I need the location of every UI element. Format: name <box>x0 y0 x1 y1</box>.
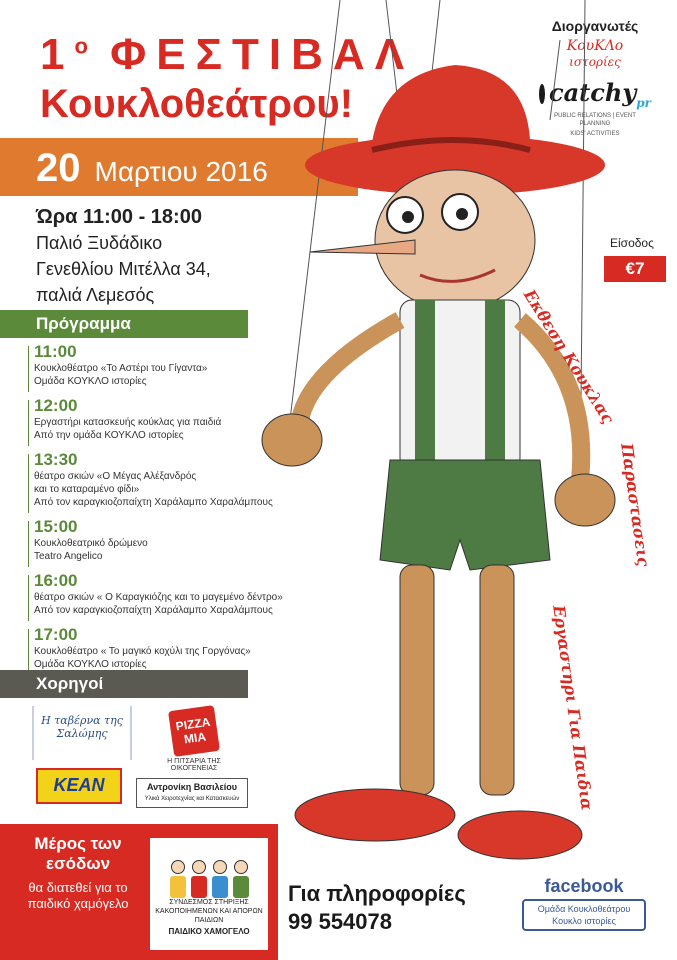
catchy-subtitle-2: KIDS' ACTIVITIES <box>570 130 620 137</box>
sponsor-antroniki-logo <box>136 778 248 808</box>
shoes-icon <box>295 789 582 859</box>
program-line: Από την ομάδα ΚΟΥΚΛΟ ιστορίες <box>34 430 184 441</box>
program-line: θέατρο σκιών «Ο Μέγας Αλέξανδρός <box>34 471 197 482</box>
charity-subtitle: ΣΥΝΔΕΣΜΟΣ ΣΤΗΡΙΞΗΣ ΚΑΚΟΠΟΙΗΜΕΝΩΝ ΚΑΙ ΑΠΟΡΩΝ ΠΑΙΔΙΩΝ <box>155 899 263 924</box>
facebook-badge <box>522 876 646 931</box>
torso-icon <box>400 300 520 480</box>
sponsor-kean-logo: KEAN <box>36 768 122 804</box>
program-line: Κουκλοθέατρο «Το Αστέρι του Γίγαντα» <box>34 363 208 374</box>
antroniki-name: Αντρονίκη Βασιλείου <box>147 782 237 792</box>
program-line: Ομάδα ΚΟΥΚΛΟ ιστορίες <box>34 376 147 387</box>
program-time: 17:00 <box>34 625 78 644</box>
side-text-exhibition: Εκθεση Κουκλας <box>519 286 618 428</box>
entrance-price: €7 <box>604 256 666 282</box>
contact-label: Για πληροφορίες <box>288 881 466 906</box>
pizza-subtitle: Η ΠΙΤΣΑΡΙΑ ΤΗΣ ΟΙΚΟΓΕΝΕΙΑΣ <box>167 758 221 772</box>
program-time: 13:30 <box>34 450 78 469</box>
facebook-line-2: Κουκλο ιστορίες <box>552 916 616 926</box>
program-line: Από τον καραγκιοζοπαίχτη Χαράλαμπο Χαραλάμπους <box>34 497 273 508</box>
donation-text: θα διατεθεί για το παιδικό χαμόγελο <box>27 880 129 911</box>
charity-title: ΠΑΙΔΙΚΟ ΧΑΜΟΓΕΛΟ <box>168 927 250 936</box>
kouklo-logo-top: ΚουΚΛο <box>566 38 624 54</box>
facebook-group-box <box>522 899 646 931</box>
side-text-workshop: Εργαστηρι Για Παιδια <box>549 604 597 812</box>
program-time: 15:00 <box>34 517 78 536</box>
event-place-1: Παλιό Ξυδάδικο <box>36 233 163 253</box>
facebook-line-1: Ομάδα Κουκλοθεάτρου <box>537 904 631 914</box>
title-number: 1 <box>40 30 75 79</box>
contact-phone: 99 554078 <box>288 909 392 934</box>
program-header: Πρόγραμμα <box>0 310 248 338</box>
antroniki-subtitle: Υλικά Χειροτεχνίας και Κατασκευών <box>144 796 240 802</box>
program-line: και το καταραμένο φίδι» <box>34 484 140 495</box>
program-line: Ομάδα ΚΟΥΚΛΟ ιστορίες <box>34 659 147 670</box>
sponsor-taverna-logo: Η ταβέρνα της Σαλώμης <box>32 706 132 760</box>
shorts-icon <box>380 460 550 570</box>
program-line: Εργαστήρι κατασκευής κούκλας για παιδιά <box>34 417 222 428</box>
date-month-year: Μαρτιου 2016 <box>94 156 268 187</box>
donation-box <box>0 824 278 960</box>
event-time: Ώρα 11:00 - 18:00 <box>36 206 202 228</box>
program-line: Από τον καραγκιοζοπαίχτη Χαράλαμπο Χαραλάμπους <box>34 605 273 616</box>
catchy-pr: pr <box>636 95 651 110</box>
catchy-word: catchy <box>549 78 637 107</box>
side-text-performances: Παραστασεις <box>617 442 654 568</box>
program-line: Κουκλοθεατρικό δρώμενο <box>34 538 148 549</box>
sponsor-pizza-logo <box>150 708 238 772</box>
program-line: Κουκλοθέατρο « Το μαγικό κοχύλι της Γοργόνας» <box>34 646 251 657</box>
date-day: 20 <box>36 146 81 190</box>
program-time: 11:00 <box>34 342 77 361</box>
program-time: 12:00 <box>34 396 78 415</box>
entrance-label: Είσοδος <box>610 236 654 250</box>
facebook-logo: facebook <box>544 876 624 896</box>
program-line: θέατρο σκιών « Ο Καραγκιόζης και το μαγεμένο δέντρο» <box>34 592 283 603</box>
program-line: Teatro Angelico <box>34 551 103 562</box>
marionette-illustration <box>250 0 650 860</box>
kouklo-logo-bottom: ιστορίες <box>569 55 621 69</box>
sponsors-header: Χορηγοί <box>0 670 248 698</box>
event-place-3: παλιά Λεμεσός <box>36 285 155 305</box>
head-icon <box>310 170 535 310</box>
program-time: 16:00 <box>34 571 78 590</box>
pizza-mia-mark: PIZZA MIA <box>168 705 220 757</box>
festival-title-line2: Κουκλοθεάτρου! <box>40 82 354 126</box>
legs-icon <box>400 565 514 795</box>
title-ordinal: ο <box>74 33 88 59</box>
title-word: ΦΕΣΤΙΒΑΛ <box>110 30 415 79</box>
contact-info <box>288 880 466 936</box>
event-info <box>36 204 211 308</box>
event-place-2: Γενεθλίου Μιτέλλα 34, <box>36 259 211 279</box>
catchy-subtitle-1: PUBLIC RELATIONS | EVENT PLANNING <box>554 112 636 127</box>
donation-heading: Μέρος των εσόδων <box>34 834 122 873</box>
organizers-label: Διοργανωτές <box>551 18 639 34</box>
